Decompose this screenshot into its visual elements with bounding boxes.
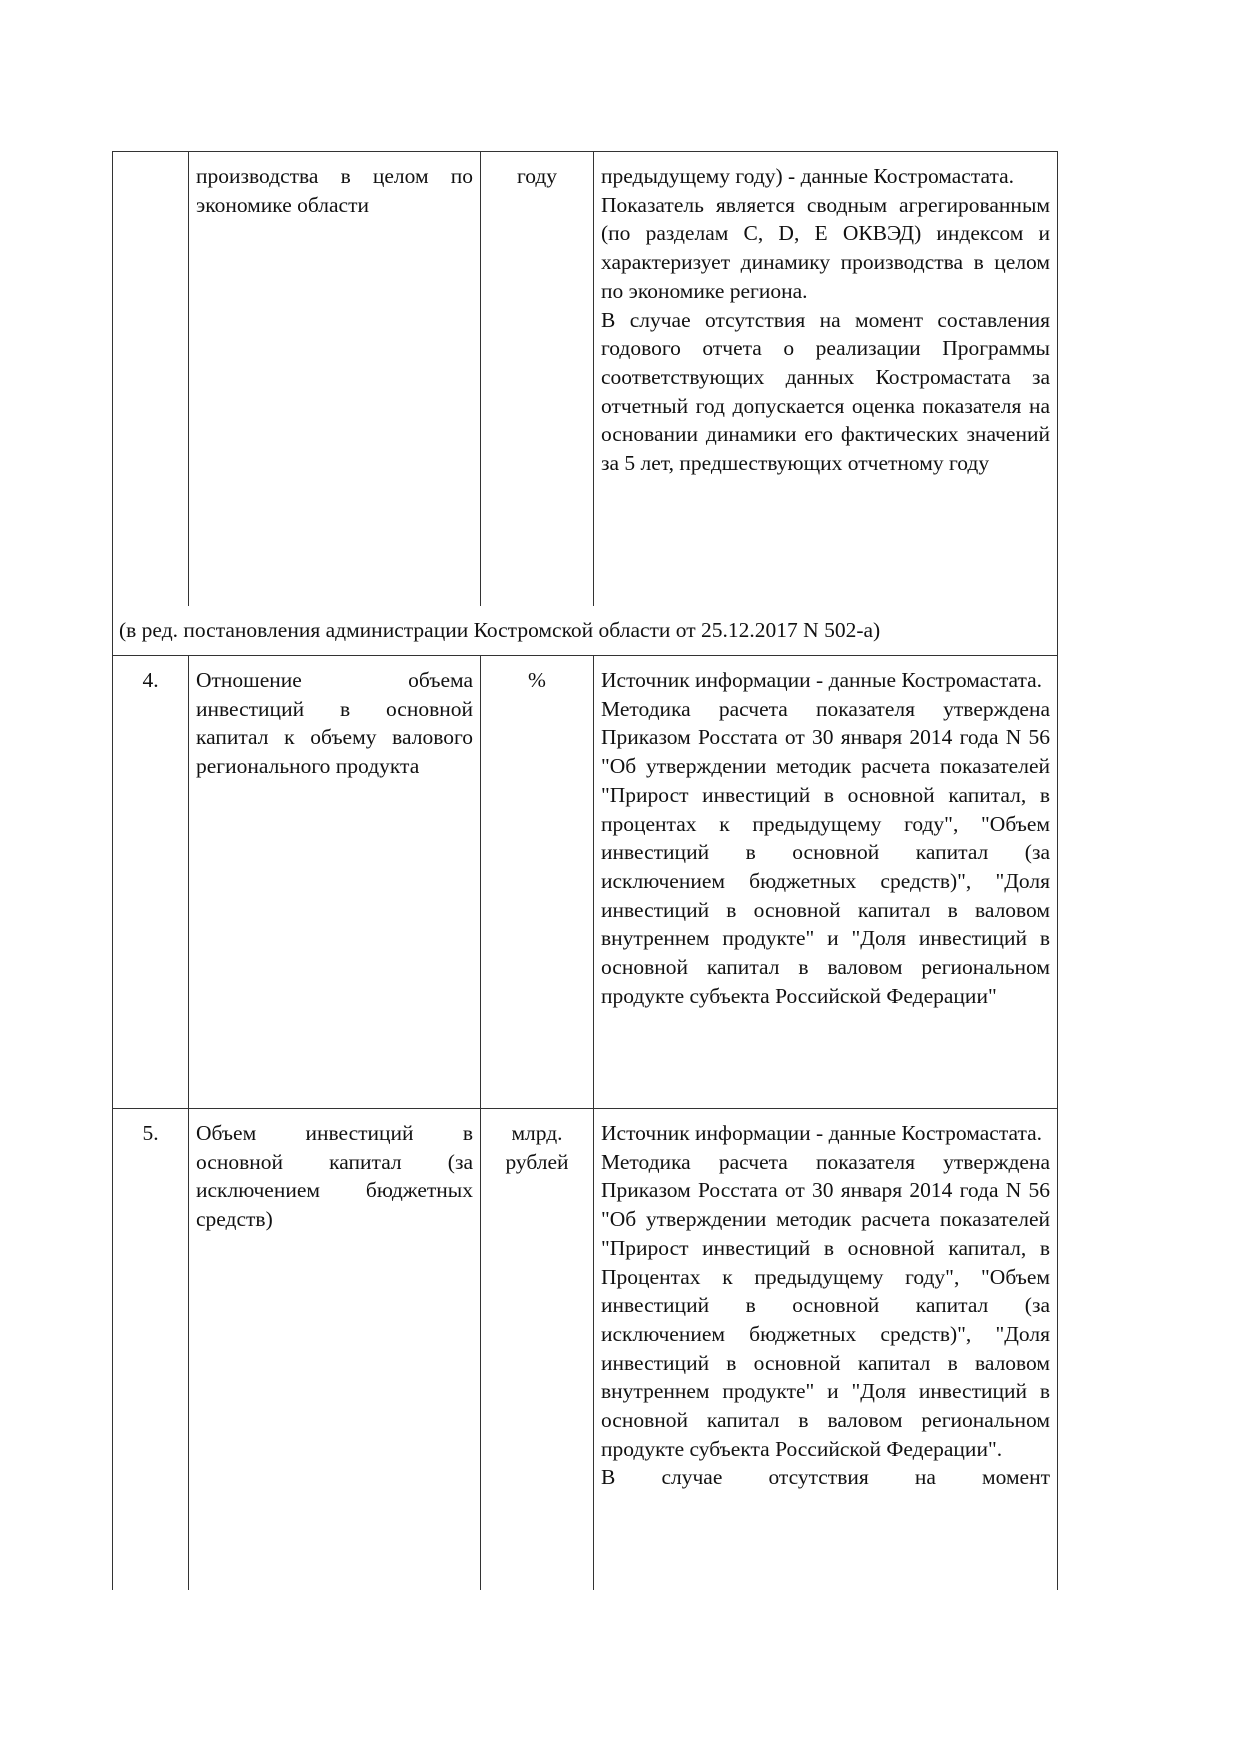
amendment-row: [112, 606, 1058, 655]
row-number: 5.: [113, 1109, 189, 1590]
indicator-name-text: Объем инвестиций в основной капитал (за исключением бюджетных средств): [196, 1121, 473, 1232]
description-paragraph: Источник информации - данные Костромастата.: [601, 1121, 1043, 1145]
amendment-note: (в ред. постановления администрации Костромской области от 25.12.2017 N 502-а): [119, 618, 881, 642]
table-row: [112, 151, 1058, 606]
row-number: 4.: [113, 656, 189, 1108]
unit: %: [481, 656, 594, 1108]
table-row: [112, 655, 1058, 1108]
description-paragraph: В случае отсутствия на момент составления годового отчета о реализации Программы соответствующих данных Костромастата за отчетный год допускается оценка показателя на основании динамики его фактических значений за 5 лет, предшествующих отчетному году: [601, 307, 1050, 476]
unit: млрд. рублей: [481, 1109, 594, 1590]
description: [594, 152, 1057, 606]
indicator-name-text: Отношение объема инвестиций в основной капитал к объему валового регионального продукта: [196, 668, 473, 779]
indicator-name: [189, 656, 481, 1108]
description-paragraph: предыдущему году) - данные Костромастата.: [601, 164, 1015, 188]
description-paragraph: Методика расчета показателя утверждена Приказом Росстата от 30 января 2014 года N 56 "Об утверждении методик расчета показателей "Прирост инвестиций в основной капитал, в процентах к предыдущему году", "Объем инвестиций в основной капитал (за исключением бюджетных средств)", "Доля инвестиций в основной капитал в валовом внутреннем продукте" и "Доля инвестиций в основной капитал в валовом региональном продукте субъекта Российской Федерации": [601, 696, 1050, 1008]
row-number: [113, 152, 189, 606]
description-paragraph: В случае отсутствия на момент: [601, 1465, 1050, 1490]
indicators-table: [112, 151, 1058, 1590]
description-paragraph: Методика расчета показателя утверждена Приказом Росстата от 30 января 2014 года N 56 "Об утверждении методик расчета показателей "Прирост инвестиций в основной капитал, в Процентах к предыдущему году", "Объем инвестиций в основной капитал (за исключением бюджетных средств)", "Доля инвестиций в основной капитал в валовом внутреннем продукте" и "Доля инвестиций в основной капитал в валовом региональном продукте субъекта Российской Федерации".: [601, 1149, 1050, 1461]
indicator-name: производства в целом по экономике области: [189, 152, 481, 606]
unit: году: [481, 152, 594, 606]
description-paragraph: Показатель является сводным агрегированным (по разделам C, D, E ОКВЭД) индексом и характеризует динамику производства в целом по экономике региона.: [601, 192, 1050, 303]
description: [594, 1109, 1057, 1590]
description: [594, 656, 1057, 1108]
indicator-name: [189, 1109, 481, 1590]
table-row: [112, 1108, 1058, 1590]
description-paragraph: Источник информации - данные Костромастата.: [601, 668, 1043, 692]
